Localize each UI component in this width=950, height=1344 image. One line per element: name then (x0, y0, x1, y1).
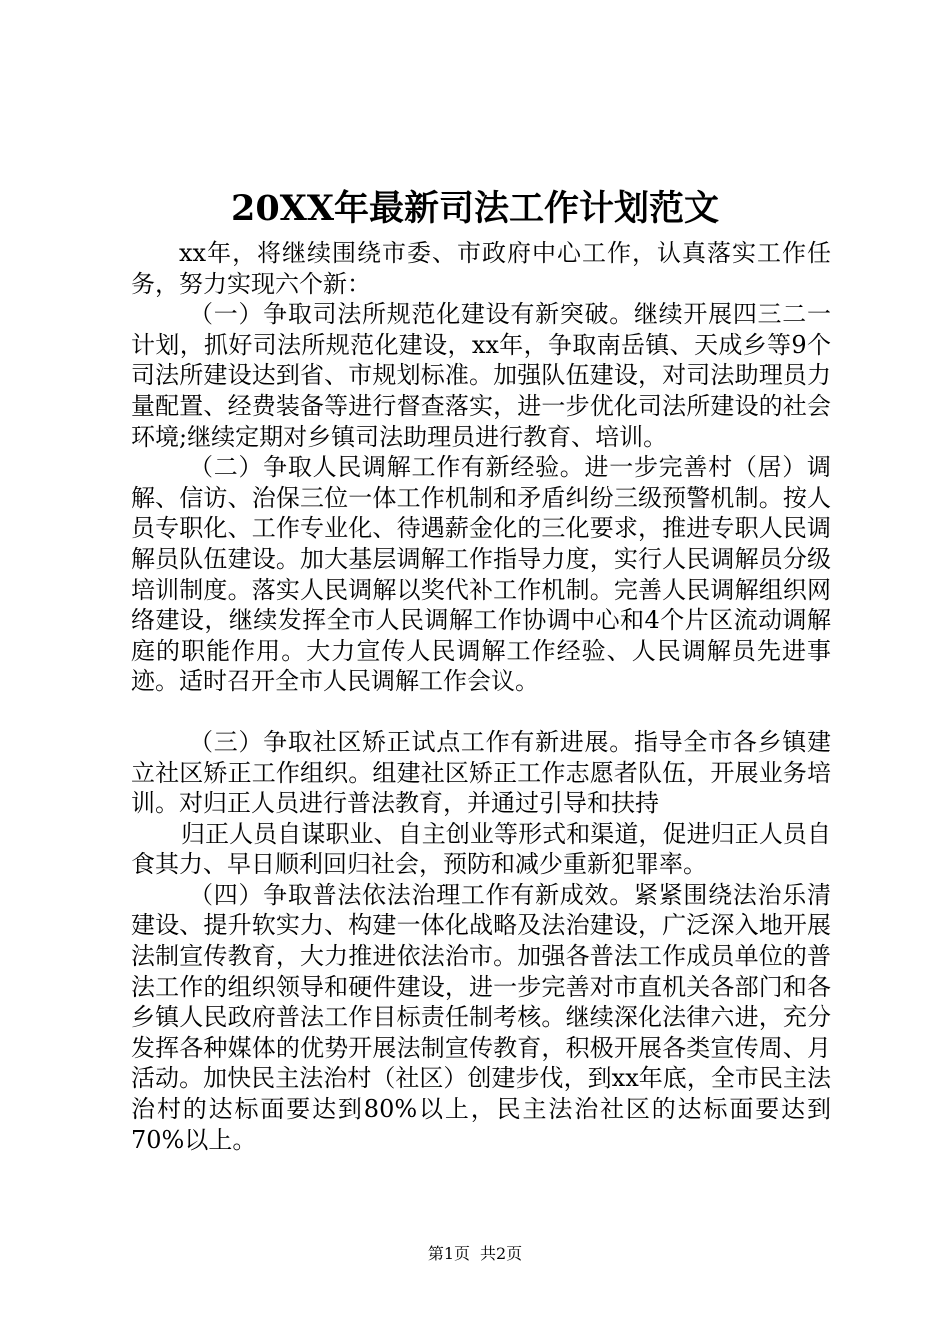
section-3-paragraph: （三）争取社区矫正试点工作有新进展。指导全市各乡镇建立社区矫正工作组织。组建社区矫正工作志愿者队伍，开展业务培训。对归正人员进行普法教育，并通过引导和扶持 (131, 727, 831, 818)
section-1-paragraph: （一）争取司法所规范化建设有新突破。继续开展四三二一计划，抓好司法所规范化建设，xx年，争取南岳镇、天成乡等9个司法所建设达到省、市规划标准。加强队伍建设，对司法助理员力量配置、经费装备等进行督查落实，进一步优化司法所建设的社会环境;继续定期对乡镇司法助理员进行教育、培训。 (131, 300, 831, 451)
page-footer (0, 1244, 950, 1264)
section-4-paragraph: （四）争取普法依法治理工作有新成效。紧紧围绕法治乐清建设、提升软实力、构建一体化战略及法治建设，广泛深入地开展法制宣传教育，大力推进依法治市。加强各普法工作成员单位的普法工作的组织领导和硬件建设，进一步完善对市直机关各部门和各乡镇人民政府普法工作目标责任制考核。继续深化法律六进，充分发挥各种媒体的优势开展法制宣传教育，积极开展各类宣传周、月活动。加快民主法治村（社区）创建步伐，到xx年底，全市民主法治村的达标面要达到80%以上，民主法治社区的达标面要达到70%以上。 (131, 880, 831, 1154)
document-title: 20XX年最新司法工作计划范文 (230, 188, 720, 229)
section-2-paragraph: （二）争取人民调解工作有新经验。进一步完善村（居）调解、信访、治保三位一体工作机制和矛盾纠纷三级预警机制。按人员专职化、工作专业化、待遇薪金化的三化要求，推进专职人民调解员队伍建设。加大基层调解工作指导力度，实行人民调解员分级培训制度。落实人民调解以奖代补工作机制。完善人民调解组织网络建设，继续发挥全市人民调解工作协调中心和4个片区流动调解庭的职能作用。大力宣传人民调解工作经验、人民调解员先进事迹。适时召开全市人民调解工作会议。 (131, 453, 831, 696)
section-3-continuation-paragraph: 归正人员自谋职业、自主创业等形式和渠道，促进归正人员自食其力、早日顺利回归社会，预防和减少重新犯罪率。 (131, 819, 831, 879)
intro-paragraph: xx年，将继续围绕市委、市政府中心工作，认真落实工作任务，努力实现六个新： (131, 239, 831, 298)
page-total: 共2页 (480, 1244, 523, 1263)
document-body (131, 238, 831, 1155)
page-number: 第1页 (427, 1244, 470, 1263)
